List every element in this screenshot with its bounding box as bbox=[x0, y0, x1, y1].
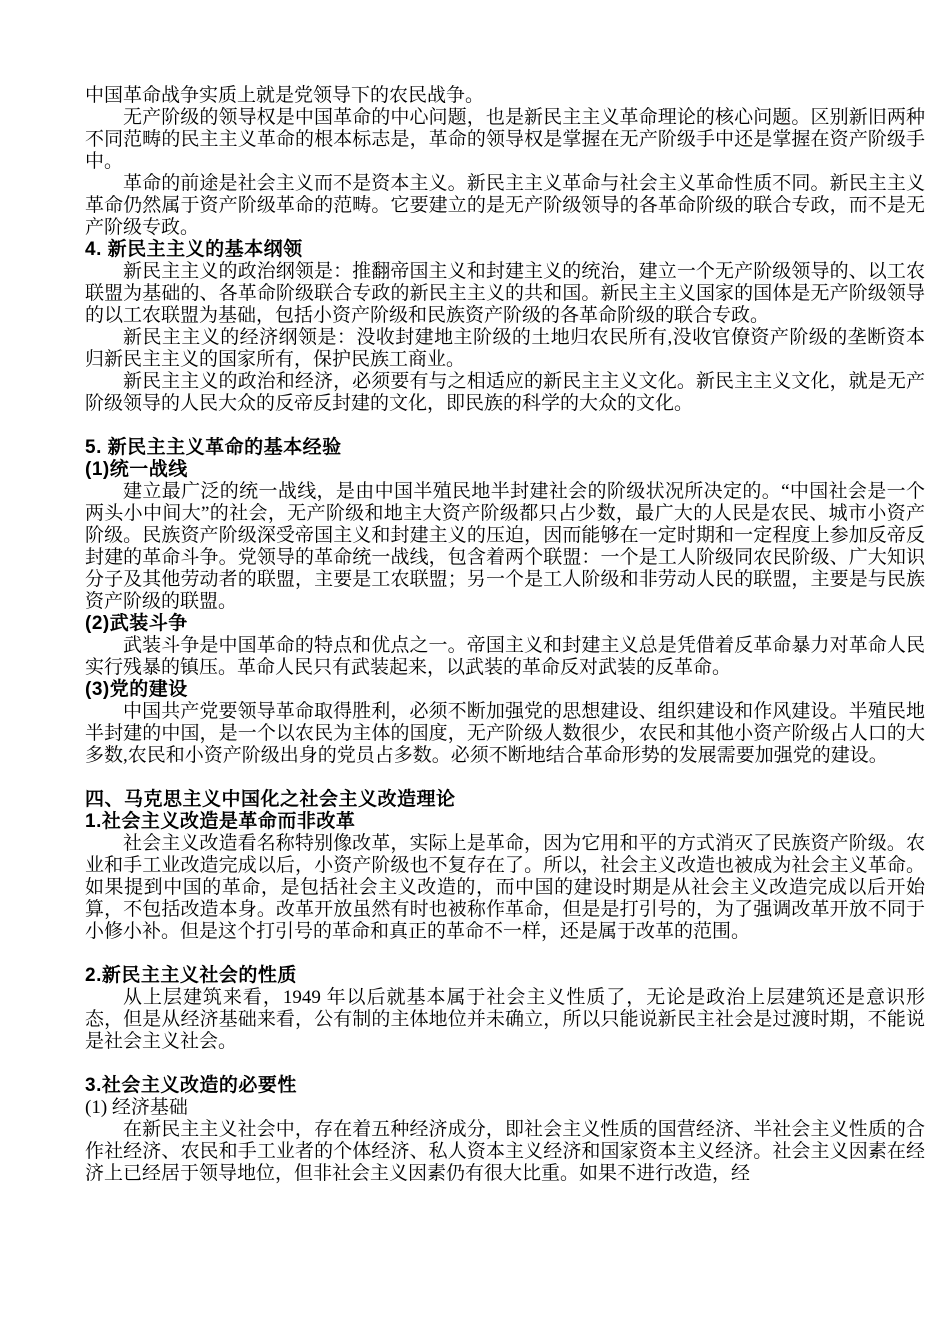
body-paragraph: 无产阶级的领导权是中国革命的中心问题，也是新民主主义革命理论的核心问题。区别新旧两种不同范畴的民主主义革命的根本标志是，革命的领导权是掌握在无产阶级手中还是掌握在资产阶级手中。 bbox=[85, 107, 925, 172]
line-spacer bbox=[85, 767, 925, 789]
section-heading: 3.社会主义改造的必要性 bbox=[85, 1075, 297, 1096]
line-spacer bbox=[85, 415, 925, 437]
body-paragraph: 从上层建筑来看，1949 年以后就基本属于社会主义性质了，无论是政治上层建筑还是意识形态，但是从经济基础来看，公有制的主体地位并未确立，所以只能说新民主社会是过渡时期，不能说是社会主义社会。 bbox=[85, 987, 925, 1052]
chapter-heading: 四、马克思主义中国化之社会主义改造理论 bbox=[85, 789, 456, 810]
body-paragraph: 中国共产党要领导革命取得胜利，必须不断加强党的思想建设、组织建设和作风建设。半殖民地半封建的中国，是一个以农民为主体的国度，无产阶级人数很少，农民和其他小资产阶级占人口的大多数,农民和小资产阶级出身的党员占多数。必须不断地结合革命形势的发展需要加强党的建设。 bbox=[85, 701, 925, 766]
section-heading: 5. 新民主主义革命的基本经验 bbox=[85, 437, 342, 458]
section-heading: 4. 新民主主义的基本纲领 bbox=[85, 239, 303, 260]
body-paragraph: 建立最广泛的统一战线，是由中国半殖民地半封建社会的阶级状况所决定的。“中国社会是一个两头小中间大”的社会，无产阶级和地主大资产阶级都只占少数，最广大的人民是农民、城市小资产阶级。民族资产阶级深受帝国主义和封建主义的压迫，因而能够在一定时期和一定程度上参加反帝反封建的革命斗争。党领导的革命统一战线，包含着两个联盟：一个是工人阶级同农民阶级、广大知识分子及其他劳动者的联盟，主要是工农联盟；另一个是工人阶级和非劳动人民的联盟，主要是与民族资产阶级的联盟。 bbox=[85, 481, 925, 612]
body-paragraph: 社会主义改造看名称特别像改革，实际上是革命，因为它用和平的方式消灭了民族资产阶级。农业和手工业改造完成以后，小资产阶级也不复存在了。所以，社会主义改造也被成为社会主义革命。如果提到中国的革命，是包括社会主义改造的，而中国的建设时期是从社会主义改造完成以后开始算，不包括改造本身。改革开放虽然有时也被称作革命，但是是打引号的，为了强调改革开放不同于小修小补。但是这个打引号的革命和真正的革命不一样，还是属于改革的范围。 bbox=[85, 833, 925, 942]
subsection-label: (1) 经济基础 bbox=[85, 1097, 188, 1118]
line-spacer bbox=[85, 943, 925, 965]
body-paragraph: 中国革命战争实质上就是党领导下的农民战争。 bbox=[85, 85, 485, 106]
section-heading: 1.社会主义改造是革命而非改革 bbox=[85, 811, 356, 832]
body-paragraph: 武装斗争是中国革命的特点和优点之一。帝国主义和封建主义总是凭借着反革命暴力对革命人民实行残暴的镇压。革命人民只有武装起来，以武装的革命反对武装的反革命。 bbox=[85, 635, 925, 678]
subsection-heading: (2)武装斗争 bbox=[85, 613, 188, 634]
body-paragraph: 革命的前途是社会主义而不是资本主义。新民主主义革命与社会主义革命性质不同。新民主主义革命仍然属于资产阶级革命的范畴。它要建立的是无产阶级领导的各革命阶级的联合专政，而不是无产阶级专政。 bbox=[85, 173, 925, 238]
body-paragraph: 新民主主义的政治和经济，必须要有与之相适应的新民主主义文化。新民主主义文化，就是无产阶级领导的人民大众的反帝反封建的文化，即民族的科学的大众的文化。 bbox=[85, 371, 925, 414]
subsection-heading: (3)党的建设 bbox=[85, 679, 188, 700]
body-paragraph: 在新民主主义社会中，存在着五种经济成分，即社会主义性质的国营经济、半社会主义性质的合作社经济、农民和手工业者的个体经济、私人资本主义经济和国家资本主义经济。社会主义因素在经济上已经居于领导地位，但非社会主义因素仍有很大比重。如果不进行改造，经 bbox=[85, 1119, 925, 1184]
body-paragraph: 新民主主义的经济纲领是：没收封建地主阶级的土地归农民所有,没收官僚资产阶级的垄断资本归新民主主义的国家所有，保护民族工商业。 bbox=[85, 327, 925, 370]
subsection-heading: (1)统一战线 bbox=[85, 459, 188, 480]
section-heading: 2.新民主主义社会的性质 bbox=[85, 965, 297, 986]
document-text-content bbox=[85, 85, 925, 1185]
body-paragraph: 新民主主义的政治纲领是：推翻帝国主义和封建主义的统治，建立一个无产阶级领导的、以工农联盟为基础的、各革命阶级联合专政的新民主主义的共和国。新民主主义国家的国体是无产阶级领导的以工农联盟为基础，包括小资产阶级和民族资产阶级的各革命阶级的联合专政。 bbox=[85, 261, 925, 326]
line-spacer bbox=[85, 1053, 925, 1075]
